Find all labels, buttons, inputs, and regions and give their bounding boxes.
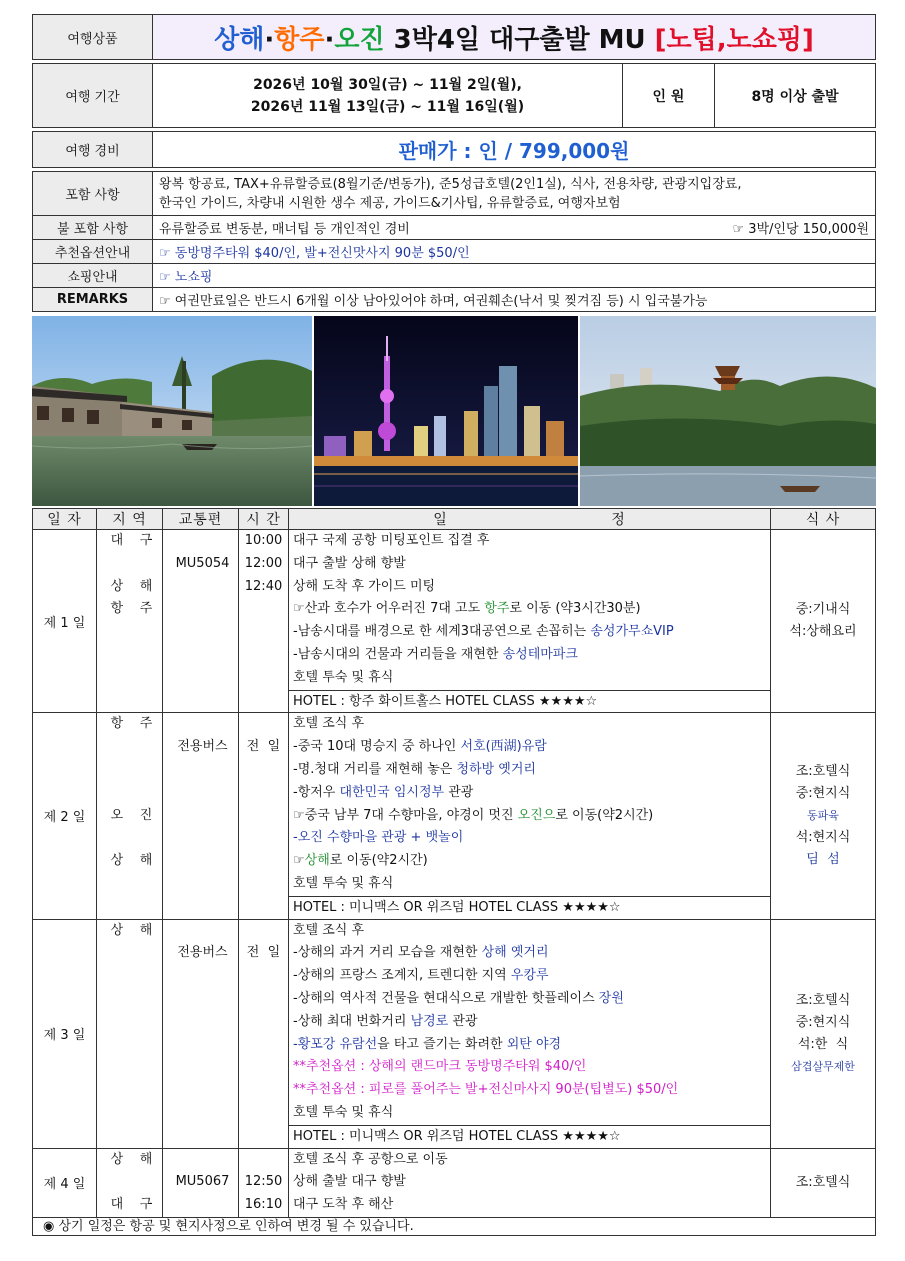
itinerary-table [32,508,876,1218]
price-value: 판매가 : 인 / 799,000원 [153,132,876,168]
schedule-text: -오진 수향마을 관광 + 뱃놀이 [293,830,464,846]
meal-item: 삼겹살무제한 [791,1059,855,1073]
day-label: 제 4 일 [33,1148,97,1217]
meal-item: 중:기내식 [795,602,851,618]
schedule-text: 대구 도착 후 해산 [293,1197,394,1213]
schedule-text: 송성가무쇼VIP [590,624,674,640]
day-transport [163,1148,239,1217]
day-meals [771,530,876,713]
schedule-text: -상해의 역사적 건물을 현대식으로 개발한 핫플레이스 [293,990,599,1006]
time-value: 16:10 [244,1197,283,1213]
meal-item: 조:호텔식 [795,1174,851,1190]
schedule-text: 로 이동(약2시간) [555,807,654,823]
schedule-line [289,667,770,690]
meal-item: 조:호텔식 [795,763,851,779]
schedule-text: 상해 옛거리 [481,945,549,961]
day-row [33,530,876,713]
hotel-line: HOTEL : 미니맥스 OR 위즈덤 HOTEL CLASS ★★★★☆ [289,1125,770,1148]
schedule-text: 장원 [598,990,624,1006]
schedule-text: 을 타고 즐기는 화려한 [377,1036,507,1052]
water-town-photo [32,316,312,506]
region-name: 상 해 [110,853,153,869]
meal-item: 동파육 [807,808,839,822]
day-label: 제 1 일 [33,530,97,713]
region-name: 오 진 [110,807,153,823]
included-text [153,172,876,216]
day-label: 제 3 일 [33,919,97,1148]
schedule-line [289,827,770,850]
day-transport [163,530,239,713]
hotel-line: HOTEL : 미니맥스 OR 위즈덤 HOTEL CLASS ★★★★☆ [289,896,770,919]
schedule-text: ☞ [293,853,305,869]
schedule-text: -항저우 [293,784,340,800]
schedule-line [289,1011,770,1034]
day-regions [97,919,163,1148]
schedule-line [289,553,770,576]
included-line-1: 왕복 항공료, TAX+유류할증료(8월기준/변동가), 준5성급호텔(2인1실), 식사, 전용차량, 관광지입장료, [159,176,742,192]
transport-spacer [163,530,238,553]
title-part: · [324,24,335,55]
schedule-text: 대구 국제 공항 미팅포인트 집결 후 [293,533,490,548]
day-regions [97,530,163,713]
schedule-text: ☞중국 남부 7대 수향마을, 야경이 멋진 [293,807,518,823]
transport-value: 전용버스 [177,945,228,961]
schedule-text: 송성테마파크 [502,646,578,662]
region-name [97,736,162,759]
region-name: 대 구 [110,1197,153,1213]
schedule-text: ☞산과 호수가 어우러진 7대 고도 [293,601,485,617]
title-part: · [264,24,275,55]
schedule-line [289,988,770,1011]
day-meals [771,919,876,1148]
day-schedule [289,1148,771,1217]
time-value: 12:00 [244,555,283,571]
schedule-line [289,1194,770,1217]
title-table [32,14,876,60]
transport-value: 전용버스 [177,739,228,755]
schedule-text: 상해 [304,853,330,869]
time-value [239,1149,288,1172]
schedule-line [289,736,770,759]
schedule-line [289,850,770,873]
schedule-line [289,782,770,805]
day-transport [163,919,239,1148]
schedule-text: 호텔 투숙 및 휴식 [293,1104,394,1120]
schedule-line [289,713,770,736]
remarks-label: REMARKS [33,288,153,312]
period-line-1: 2026년 10월 30일(금) ~ 11월 2일(월), [253,76,522,93]
schedule-text: 호텔 투숙 및 휴식 [293,875,394,891]
schedule-text: 호텔 조식 후 [293,922,365,938]
day-transport [163,713,239,919]
region-name: 항 주 [110,601,153,617]
region-name [97,1171,162,1194]
cost-table [32,131,876,168]
day-schedule [289,530,771,713]
region-name [97,782,162,805]
day-meals [771,1148,876,1217]
schedule-line [289,920,770,943]
people-label: 인 원 [623,64,715,128]
shanghai-skyline-night-photo [314,316,578,506]
options-text: ☞ 동방명주타워 $40/인, 발+전신맛사지 90분 $50/인 [153,240,876,264]
transport-spacer [163,713,238,736]
period-dates [153,64,623,128]
hangzhou-lake-pagoda-photo [580,316,876,506]
schedule-text: 로 이동(약2시간) [329,853,428,869]
time-value [239,713,288,736]
schedule-text: 대구 출발 상해 향발 [293,555,406,571]
schedule-text: -황포강 유람선 [293,1036,378,1052]
schedule-line [289,759,770,782]
schedule-text: 상해 출발 대구 향발 [293,1174,406,1190]
schedule-text: 호텔 조식 후 공항으로 이동 [293,1151,448,1167]
time-value: 전 일 [246,739,281,755]
schedule-text: 남경로 [410,1013,449,1029]
region-name: 대 구 [110,533,153,548]
day-row [33,919,876,1148]
region-name [97,759,162,782]
time-value: 10:00 [244,533,283,548]
schedule-text: 로 이동 (약3시간30분) [509,601,641,617]
schedule-text: -명.청대 거리를 재현해 놓은 [293,761,457,777]
meal-item: 중:현지식 [795,785,851,801]
schedule-text: -남송시대를 배경으로 한 세계3대공연으로 손꼽히는 [293,624,591,640]
schedule-line [289,805,770,828]
schedule-text: 우캉루 [510,968,549,984]
region-name [97,827,162,850]
day-times [239,713,289,919]
schedule-text: 오진으 [517,807,556,823]
schedule-text: 대한민국 임시정부 [339,784,445,800]
cost-label: 여행 경비 [33,132,153,168]
time-value: 12:40 [244,578,283,594]
schedule-text: 호텔 투숙 및 휴식 [293,669,394,685]
meal-item: 조:호텔식 [795,992,851,1008]
schedule-line [289,598,770,621]
schedule-text: 호텔 조식 후 [293,716,365,732]
day-label: 제 2 일 [33,713,97,919]
day-regions [97,713,163,919]
shopping-text: ☞ 노쇼핑 [153,264,876,288]
photo-strip [32,316,876,506]
schedule-line [289,530,770,553]
region-name [97,553,162,576]
remarks-text: ☞ 여권만료일은 반드시 6개월 이상 남아있어야 하며, 여권훼손(낙서 및 찢겨짐 등) 시 입국불가능 [153,288,876,312]
product-label: 여행상품 [33,15,153,60]
info-table [32,171,876,312]
region-name: 항 주 [110,716,153,732]
region-name: 상 해 [110,1151,153,1167]
schedule-text: 서호(西湖)유람 [460,739,547,755]
included-label: 포함 사항 [33,172,153,216]
schedule-text: -상해의 과거 거리 모습을 재현한 [293,945,482,961]
time-value [239,920,288,943]
day-row [33,1148,876,1217]
schedule-text: **추천옵션 : 피로를 풀어주는 발+전신마사지 90분(팁별도) $50/인 [293,1082,679,1098]
schedule-text: 관광 [448,1013,478,1029]
product-title [153,15,876,60]
title-part: 항주 [274,24,325,55]
schedule-line [289,1034,770,1057]
schedule-text: -남송시대의 건물과 거리들을 재현한 [293,646,503,662]
period-table [32,63,876,128]
day-times [239,919,289,1148]
excluded-label: 불 포함 사항 [33,216,153,240]
excluded-right: ☞ 3박/인당 150,000원 [732,222,869,237]
transport-value: MU5067 [175,1174,230,1190]
day-times [239,530,289,713]
schedule-line [289,942,770,965]
excluded-text: 유류할증료 변동분, 매너팁 등 개인적인 경비 [159,222,410,237]
options-label: 추천옵션안내 [33,240,153,264]
shopping-label: 쇼핑안내 [33,264,153,288]
meal-item: 딤 섬 [806,851,840,867]
schedule-line [289,873,770,896]
schedule-line [289,1171,770,1194]
day-times [239,1148,289,1217]
included-line-2: 한국인 가이드, 차량내 시원한 생수 제공, 가이드&기사팁, 유류할증료, 여행자보험 [159,195,621,211]
region-name: 상 해 [110,922,153,938]
region-name: 상 해 [110,578,153,594]
title-part: 오진 [334,24,385,55]
day-row [33,713,876,919]
title-part: 3박4일 대구출발 MU [384,24,655,55]
schedule-line [289,1102,770,1125]
day-schedule [289,713,771,919]
schedule-line [289,576,770,599]
schedule-text: -상해 최대 번화거리 [293,1013,411,1029]
tour-document [32,14,876,1236]
meal-item: 석:한 식 [797,1036,849,1052]
schedule-text: 관광 [444,784,474,800]
title-part: 상해 [214,24,265,55]
time-value: 전 일 [246,945,281,961]
schedule-line [289,621,770,644]
transport-value: MU5054 [175,555,230,571]
schedule-line [289,1056,770,1079]
meal-item: 석:현지식 [795,829,851,845]
hotel-line: HOTEL : 항주 화이트홀스 HOTEL CLASS ★★★★☆ [289,690,770,713]
schedule-line [289,1149,770,1172]
schedule-text: -상해의 프랑스 조계지, 트렌디한 지역 [293,968,511,984]
transport-spacer [163,920,238,943]
schedule-text: **추천옵션 : 상해의 랜드마크 동방명주타워 $40/인 [293,1059,587,1075]
schedule-text: 상해 도착 후 가이드 미팅 [293,578,436,594]
itinerary-header-row [33,509,876,530]
title-part: [노팁,노쇼핑] [654,24,814,55]
meal-item: 중:현지식 [795,1014,851,1030]
excluded-cell [153,216,876,240]
schedule-line [289,1079,770,1102]
day-schedule [289,919,771,1148]
schedule-line [289,644,770,667]
schedule-text: 항주 [484,601,510,617]
period-line-2: 2026년 11월 13일(금) ~ 11월 16일(월) [250,98,525,115]
day-regions [97,1148,163,1217]
header-time: 시 간 [239,509,289,530]
header-day: 일 자 [33,509,97,530]
header-meals: 식 사 [771,509,876,530]
schedule-text: 외탄 야경 [506,1036,562,1052]
schedule-line [289,965,770,988]
time-value: 12:50 [244,1174,283,1190]
header-region: 지 역 [97,509,163,530]
header-transport: 교통편 [163,509,239,530]
transport-spacer [163,1149,238,1172]
footer-note: ◉ 상기 일정은 항공 및 현지사정으로 인하여 변경 될 수 있습니다. [32,1218,876,1236]
period-label: 여행 기간 [33,64,153,128]
people-value: 8명 이상 출발 [715,64,876,128]
schedule-text: 청하방 옛거리 [456,761,536,777]
day-meals [771,713,876,919]
schedule-text: -중국 10대 명승지 중 하나인 [293,739,461,755]
header-schedule: 일 정 [289,509,771,530]
meal-item: 석:상해요리 [789,624,857,640]
